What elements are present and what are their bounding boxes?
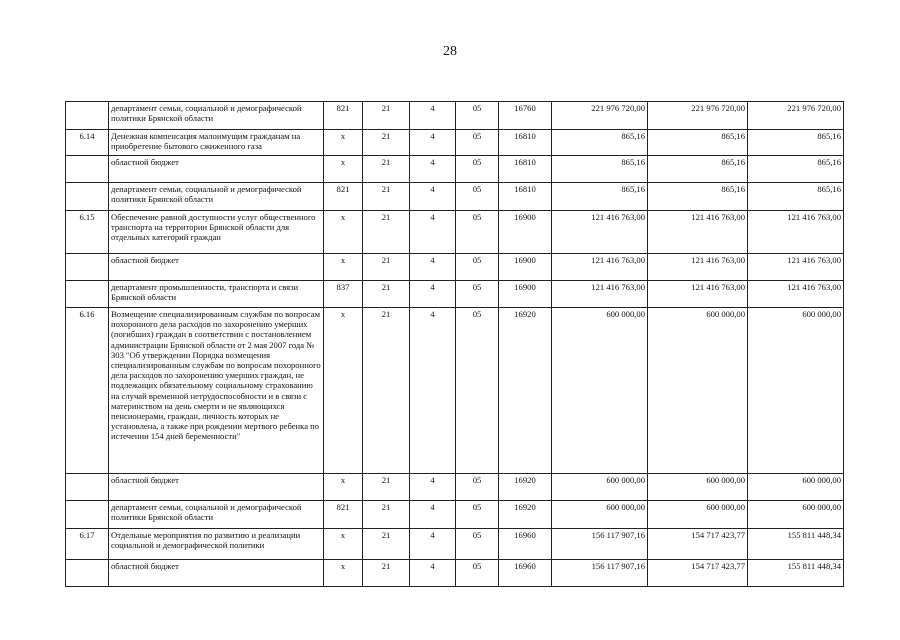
amount-year-1: 865,16 xyxy=(552,130,648,156)
org-code: 821 xyxy=(324,183,363,211)
table-row xyxy=(66,560,844,587)
row-name: областной бюджет xyxy=(109,560,324,587)
section-code: 21 xyxy=(363,529,410,560)
target-code: 16900 xyxy=(499,281,552,308)
amount-year-3: 155 811 448,34 xyxy=(748,560,844,587)
amount-year-2: 865,16 xyxy=(648,130,748,156)
org-code: 837 xyxy=(324,281,363,308)
amount-year-2: 154 717 423,77 xyxy=(648,560,748,587)
row-index xyxy=(66,474,109,501)
amount-year-3: 865,16 xyxy=(748,183,844,211)
direction-code: 05 xyxy=(456,308,499,474)
direction-code: 05 xyxy=(456,183,499,211)
target-code: 16920 xyxy=(499,474,552,501)
subsection-code: 4 xyxy=(410,560,456,587)
section-code: 21 xyxy=(363,102,410,130)
org-code: 821 xyxy=(324,102,363,130)
amount-year-2: 600 000,00 xyxy=(648,474,748,501)
amount-year-2: 121 416 763,00 xyxy=(648,281,748,308)
amount-year-1: 221 976 720,00 xyxy=(552,102,648,130)
section-code: 21 xyxy=(363,281,410,308)
row-name: областной бюджет xyxy=(109,156,324,183)
subsection-code: 4 xyxy=(410,183,456,211)
row-index: 6.14 xyxy=(66,130,109,156)
row-name: департамент семьи, социальной и демографической политики Брянской области xyxy=(109,102,324,130)
section-code: 21 xyxy=(363,474,410,501)
direction-code: 05 xyxy=(456,156,499,183)
table-row xyxy=(66,474,844,501)
section-code: 21 xyxy=(363,130,410,156)
org-code: х xyxy=(324,474,363,501)
amount-year-2: 121 416 763,00 xyxy=(648,211,748,254)
amount-year-3: 865,16 xyxy=(748,130,844,156)
target-code: 16900 xyxy=(499,254,552,281)
target-code: 16920 xyxy=(499,501,552,529)
amount-year-2: 600 000,00 xyxy=(648,501,748,529)
target-code: 16810 xyxy=(499,183,552,211)
direction-code: 05 xyxy=(456,102,499,130)
amount-year-1: 600 000,00 xyxy=(552,501,648,529)
row-index xyxy=(66,156,109,183)
amount-year-3: 221 976 720,00 xyxy=(748,102,844,130)
amount-year-1: 156 117 907,16 xyxy=(552,529,648,560)
table-row xyxy=(66,254,844,281)
amount-year-3: 865,16 xyxy=(748,156,844,183)
row-index xyxy=(66,281,109,308)
row-name: департамент семьи, социальной и демографической политики Брянской области xyxy=(109,501,324,529)
amount-year-2: 121 416 763,00 xyxy=(648,254,748,281)
direction-code: 05 xyxy=(456,529,499,560)
row-index xyxy=(66,501,109,529)
table-row xyxy=(66,529,844,560)
direction-code: 05 xyxy=(456,130,499,156)
row-name: областной бюджет xyxy=(109,254,324,281)
row-index: 6.15 xyxy=(66,211,109,254)
target-code: 16900 xyxy=(499,211,552,254)
section-code: 21 xyxy=(363,156,410,183)
direction-code: 05 xyxy=(456,501,499,529)
page-number: 28 xyxy=(443,44,457,59)
amount-year-1: 121 416 763,00 xyxy=(552,281,648,308)
direction-code: 05 xyxy=(456,281,499,308)
org-code: х xyxy=(324,529,363,560)
subsection-code: 4 xyxy=(410,308,456,474)
section-code: 21 xyxy=(363,254,410,281)
row-index xyxy=(66,254,109,281)
section-code: 21 xyxy=(363,501,410,529)
amount-year-1: 600 000,00 xyxy=(552,308,648,474)
row-name: Возмещение специализированным службам по вопросам похоронного дела расходов по захоронению умерших (погибших) граждан в соответствии с постановлением администрации Брянской области от 2 мая 2007 года № 303 "Об утверждении Порядка возмещения специализированным службам по вопросам похоронного дела расходов по захоронению умерших граждан, не подлежащих обязательному социальному страхованию на случай временной нетрудоспособности и в связи с материнством на день смерти и не являющихся пенсионерами, граждан, личность которых не установлена, а также при рождении мертвого ребенка по истечении 154 дней беременности" xyxy=(109,308,324,474)
amount-year-3: 121 416 763,00 xyxy=(748,281,844,308)
row-name: Денежная компенсация малоимущим гражданам на приобретение бытового сжиженного газа xyxy=(109,130,324,156)
table-row xyxy=(66,156,844,183)
section-code: 21 xyxy=(363,211,410,254)
amount-year-2: 221 976 720,00 xyxy=(648,102,748,130)
table-row xyxy=(66,183,844,211)
direction-code: 05 xyxy=(456,560,499,587)
amount-year-2: 865,16 xyxy=(648,156,748,183)
row-name: областной бюджет xyxy=(109,474,324,501)
amount-year-3: 600 000,00 xyxy=(748,501,844,529)
direction-code: 05 xyxy=(456,211,499,254)
amount-year-1: 865,16 xyxy=(552,183,648,211)
amount-year-2: 154 717 423,77 xyxy=(648,529,748,560)
amount-year-2: 600 000,00 xyxy=(648,308,748,474)
target-code: 16810 xyxy=(499,156,552,183)
row-name: Обеспечение равной доступности услуг общественного транспорта на территории Брянской области для отдельных категорий граждан xyxy=(109,211,324,254)
subsection-code: 4 xyxy=(410,130,456,156)
subsection-code: 4 xyxy=(410,102,456,130)
subsection-code: 4 xyxy=(410,281,456,308)
table-row xyxy=(66,130,844,156)
table-row xyxy=(66,211,844,254)
section-code: 21 xyxy=(363,560,410,587)
org-code: х xyxy=(324,254,363,281)
row-name: департамент промышленности, транспорта и связи Брянской области xyxy=(109,281,324,308)
target-code: 16960 xyxy=(499,560,552,587)
amount-year-1: 121 416 763,00 xyxy=(552,211,648,254)
amount-year-3: 600 000,00 xyxy=(748,474,844,501)
table-row xyxy=(66,281,844,308)
section-code: 21 xyxy=(363,183,410,211)
amount-year-3: 121 416 763,00 xyxy=(748,211,844,254)
amount-year-3: 121 416 763,00 xyxy=(748,254,844,281)
budget-table xyxy=(65,101,844,587)
section-code: 21 xyxy=(363,308,410,474)
row-index xyxy=(66,102,109,130)
amount-year-2: 865,16 xyxy=(648,183,748,211)
row-name: департамент семьи, социальной и демографической политики Брянской области xyxy=(109,183,324,211)
subsection-code: 4 xyxy=(410,501,456,529)
table-row xyxy=(66,501,844,529)
row-index xyxy=(66,183,109,211)
direction-code: 05 xyxy=(456,474,499,501)
org-code: х xyxy=(324,156,363,183)
target-code: 16920 xyxy=(499,308,552,474)
subsection-code: 4 xyxy=(410,254,456,281)
amount-year-1: 600 000,00 xyxy=(552,474,648,501)
subsection-code: 4 xyxy=(410,211,456,254)
subsection-code: 4 xyxy=(410,529,456,560)
amount-year-1: 865,16 xyxy=(552,156,648,183)
direction-code: 05 xyxy=(456,254,499,281)
org-code: х xyxy=(324,308,363,474)
target-code: 16960 xyxy=(499,529,552,560)
org-code: х xyxy=(324,560,363,587)
row-name: Отдельные мероприятия по развитию и реализации социальной и демографической политики xyxy=(109,529,324,560)
org-code: х xyxy=(324,130,363,156)
row-index xyxy=(66,560,109,587)
subsection-code: 4 xyxy=(410,474,456,501)
amount-year-3: 600 000,00 xyxy=(748,308,844,474)
target-code: 16760 xyxy=(499,102,552,130)
row-index: 6.16 xyxy=(66,308,109,474)
table-row xyxy=(66,102,844,130)
target-code: 16810 xyxy=(499,130,552,156)
table-row xyxy=(66,308,844,474)
amount-year-3: 155 811 448,34 xyxy=(748,529,844,560)
org-code: 821 xyxy=(324,501,363,529)
amount-year-1: 121 416 763,00 xyxy=(552,254,648,281)
row-index: 6.17 xyxy=(66,529,109,560)
org-code: х xyxy=(324,211,363,254)
subsection-code: 4 xyxy=(410,156,456,183)
amount-year-1: 156 117 907,16 xyxy=(552,560,648,587)
